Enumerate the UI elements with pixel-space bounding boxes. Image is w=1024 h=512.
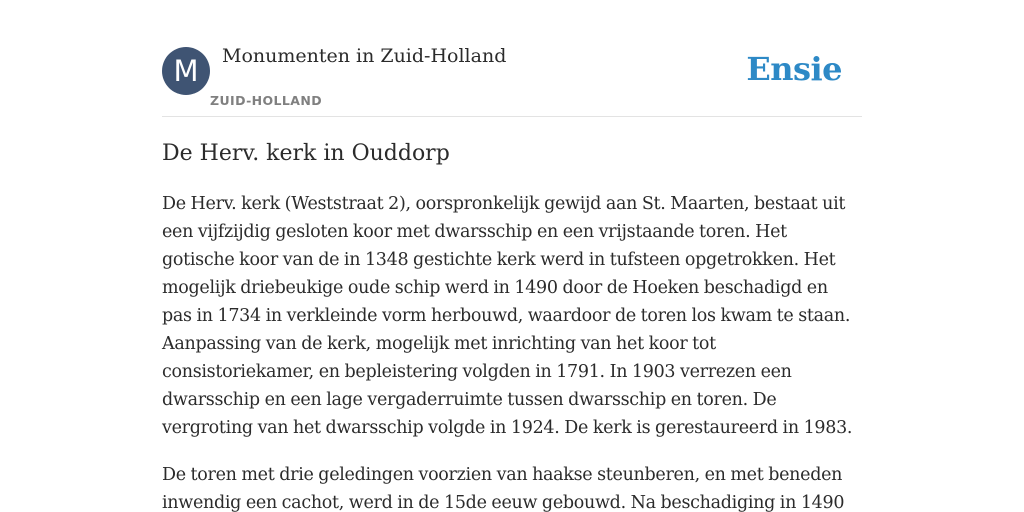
article-title: De Herv. kerk in Ouddorp bbox=[162, 141, 450, 166]
book-title-link[interactable]: Monumenten in Zuid-Holland bbox=[222, 45, 507, 67]
article-paragraph-1: De Herv. kerk (Weststraat 2), oorspronkelijk gewijd aan St. Maarten, bestaat uit een vijfzijdig gesloten koor met dwarsschip en een vrijstaande toren. Het gotische koor van de in 1348 gestichte kerk werd in tufsteen opgetrokken. Het mogelijk driebeukige oude schip werd in 1490 door de Hoeken beschadigd en pas in 1734 in verkleinde vorm herbouwd, waardoor de toren los kwam te staan. Aanpassing van de kerk, mogelijk met inrichting van het koor tot consistoriekamer, en bepleistering volgden in 1791. In 1903 verrezen een dwarsschip en een lage vergaderruimte tussen dwarsschip en toren. De vergroting van het dwarsschip volgde in 1924. De kerk is gerestaureerd in 1983. bbox=[162, 194, 853, 438]
article-paragraph-2: De toren met drie geledingen voorzien van haakse steunberen, en met beneden inwendig een cachot, werd in de 15de eeuw gebouwd. Na beschadiging in 1490 bbox=[162, 465, 845, 512]
ensie-logo[interactable]: Ensie bbox=[746, 50, 842, 88]
article bbox=[162, 138, 862, 512]
header bbox=[162, 0, 862, 117]
book-avatar[interactable]: M bbox=[162, 47, 210, 95]
category-link[interactable]: ZUID-HOLLAND bbox=[210, 93, 322, 108]
